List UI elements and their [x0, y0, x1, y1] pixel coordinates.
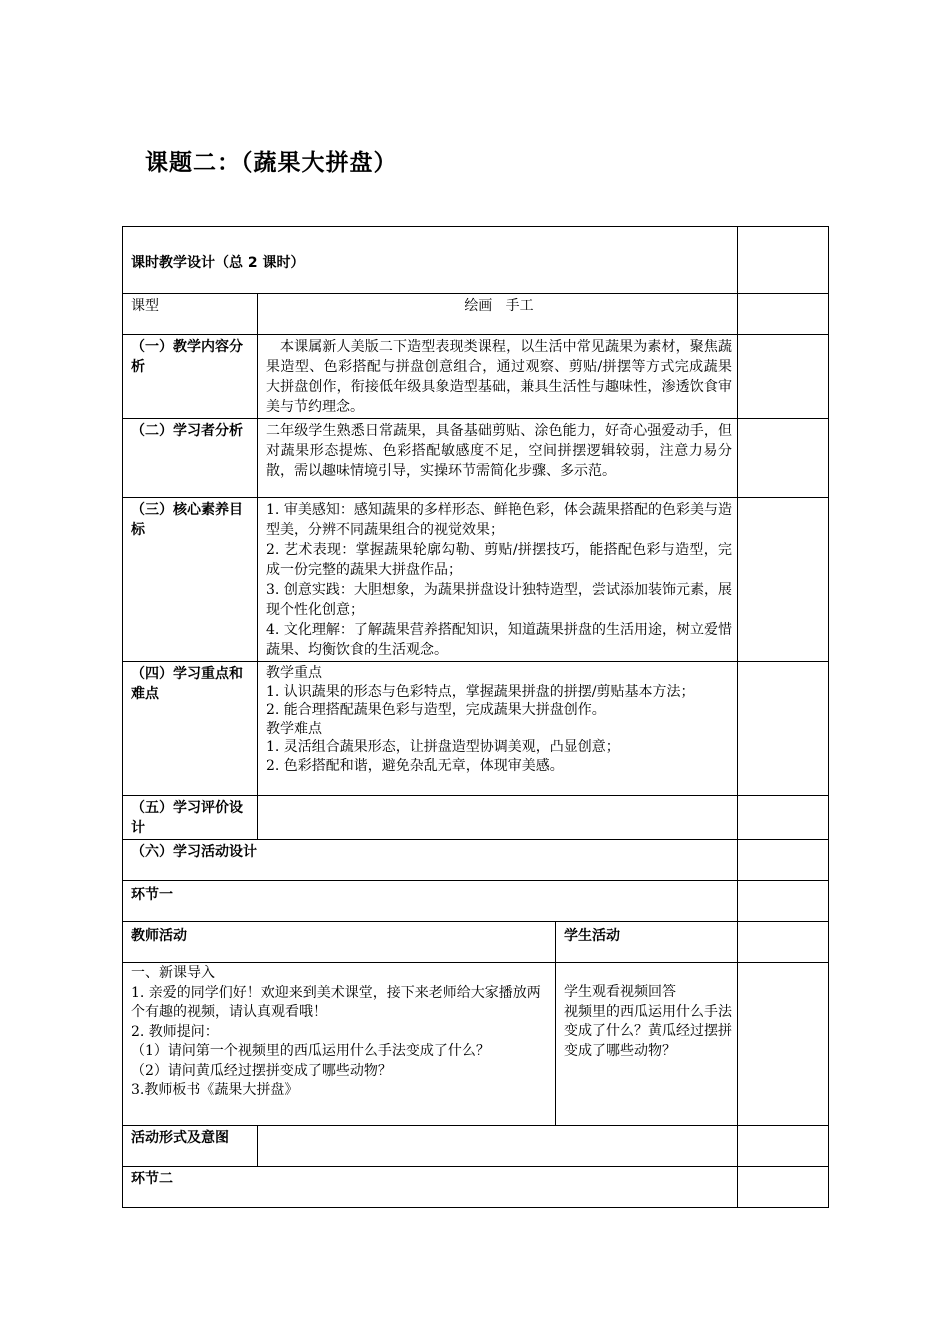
- table-row: [123, 498, 829, 662]
- empty-cell: [738, 796, 829, 840]
- empty-cell: [738, 294, 829, 335]
- core-goals-list: [258, 498, 738, 662]
- empty-cell: [738, 662, 829, 796]
- empty-cell: [738, 881, 829, 922]
- table-row: [123, 419, 829, 498]
- student-activity-header: 学生活动: [556, 922, 738, 963]
- table-row: [123, 963, 829, 1126]
- teacher-activity-content: [123, 963, 556, 1126]
- stage2-label: 环节二: [123, 1167, 738, 1208]
- table-row: [123, 1167, 829, 1208]
- table-row: [123, 796, 829, 840]
- empty-cell: [738, 963, 829, 1126]
- focus-title: 教学重点: [266, 665, 322, 681]
- content-analysis-label: （一）教学内容分析: [123, 335, 258, 419]
- activity-form-content: [258, 1126, 738, 1167]
- lesson-type-label: 课型: [123, 294, 258, 335]
- empty-cell: [738, 498, 829, 662]
- evaluation-label: （五）学习评价设计: [123, 796, 258, 840]
- content-analysis-text: 本课属新人美版二下造型表现类课程，以生活中常见蔬果为素材，聚焦蔬果造型、色彩搭配与拼盘创意组合，通过观察、剪贴/拼摆等方式完成蔬果大拼盘创作，衔接低年级具象造型基础，兼具生活性与趣味性，渗透饮食审美与节约理念。: [258, 335, 738, 419]
- teacher-activity-header: 教师活动: [123, 922, 556, 963]
- core-goals-label: （三）核心素养目标: [123, 498, 258, 662]
- focus-item: 2. 能合理搭配蔬果色彩与造型，完成蔬果大拼盘创作。: [266, 702, 606, 718]
- empty-cell: [738, 840, 829, 881]
- teacher-line: （1）请问第一个视频里的西瓜运用什么手法变成了什么？: [131, 1043, 490, 1059]
- goal-item: 4. 文化理解：了解蔬果营养搭配知识，知道蔬果拼盘的生活用途，树立爱惜蔬果、均衡饮食的生活观念。: [266, 622, 732, 658]
- stage1-label: 环节一: [123, 881, 738, 922]
- empty-cell: [738, 1126, 829, 1167]
- page-title: 课题二：（蔬果大拼盘）: [145, 150, 398, 176]
- table-row: [123, 335, 829, 419]
- teacher-line: 3.教师板书《蔬果大拼盘》: [131, 1082, 299, 1098]
- table-row: [123, 840, 829, 881]
- empty-cell: [738, 1167, 829, 1208]
- teacher-line: 1. 亲爱的同学们好！欢迎来到美术课堂，接下来老师给大家播放两个有趣的视频，请认真观看哦！: [131, 984, 541, 1020]
- student-activity-content: [556, 963, 738, 1126]
- goal-item: 1. 审美感知：感知蔬果的多样形态、鲜艳色彩，体会蔬果搭配的色彩美与造型美，分辨不同蔬果组合的视觉效果；: [266, 502, 732, 538]
- key-points-label: （四）学习重点和难点: [123, 662, 258, 796]
- learner-analysis-label: （二）学习者分析: [123, 419, 258, 498]
- goal-item: 3. 创意实践：大胆想象，为蔬果拼盘设计独特造型，尝试添加装饰元素，展现个性化创意；: [266, 582, 732, 618]
- activity-design-label: （六）学习活动设计: [123, 840, 738, 881]
- empty-cell: [738, 335, 829, 419]
- goal-item: 2. 艺术表现：掌握蔬果轮廓勾勒、剪贴/拼摆技巧，能搭配色彩与造型，完成一份完整的蔬果大拼盘作品；: [266, 542, 732, 578]
- learner-analysis-text: 二年级学生熟悉日常蔬果，具备基础剪贴、涂色能力，好奇心强爱动手，但对蔬果形态提炼、色彩搭配敏感度不足，空间拼摆逻辑较弱，注意力易分散，需以趣味情境引导，实操环节需简化步骤、多示范。: [258, 419, 738, 498]
- key-points-content: [258, 662, 738, 796]
- table-row: [123, 1126, 829, 1167]
- lesson-plan-table: [122, 226, 829, 1208]
- empty-cell: [738, 922, 829, 963]
- table-row: [123, 922, 829, 963]
- difficulty-item: 1. 灵活组合蔬果形态，让拼盘造型协调美观，凸显创意；: [266, 739, 620, 755]
- difficulty-item: 2. 色彩搭配和谐，避免杂乱无章，体现审美感。: [266, 757, 564, 774]
- table-row: [123, 227, 829, 294]
- empty-cell: [738, 419, 829, 498]
- difficulty-title: 教学难点: [266, 720, 322, 737]
- design-header: 课时教学设计（总 2 课时）: [123, 227, 738, 294]
- teacher-line: （2）请问黄瓜经过摆拼变成了哪些动物？: [131, 1062, 392, 1079]
- student-line: 视频里的西瓜运用什么手法变成了什么？黄瓜经过摆拼变成了哪些动物？: [564, 1003, 732, 1059]
- evaluation-content: [258, 796, 738, 840]
- table-row: [123, 881, 829, 922]
- empty-cell: [738, 227, 829, 294]
- activity-form-label: 活动形式及意图: [123, 1126, 258, 1167]
- table-row: [123, 662, 829, 796]
- teacher-line: 2. 教师提问：: [131, 1023, 219, 1040]
- lesson-type-value: 绘画 手工: [258, 294, 738, 335]
- focus-item: 1. 认识蔬果的形态与色彩特点，掌握蔬果拼盘的拼摆/剪贴基本方法；: [266, 683, 695, 700]
- teacher-line: 一、新课导入: [131, 965, 215, 981]
- student-line: 学生观看视频回答: [564, 984, 676, 1000]
- table-row: [123, 294, 829, 335]
